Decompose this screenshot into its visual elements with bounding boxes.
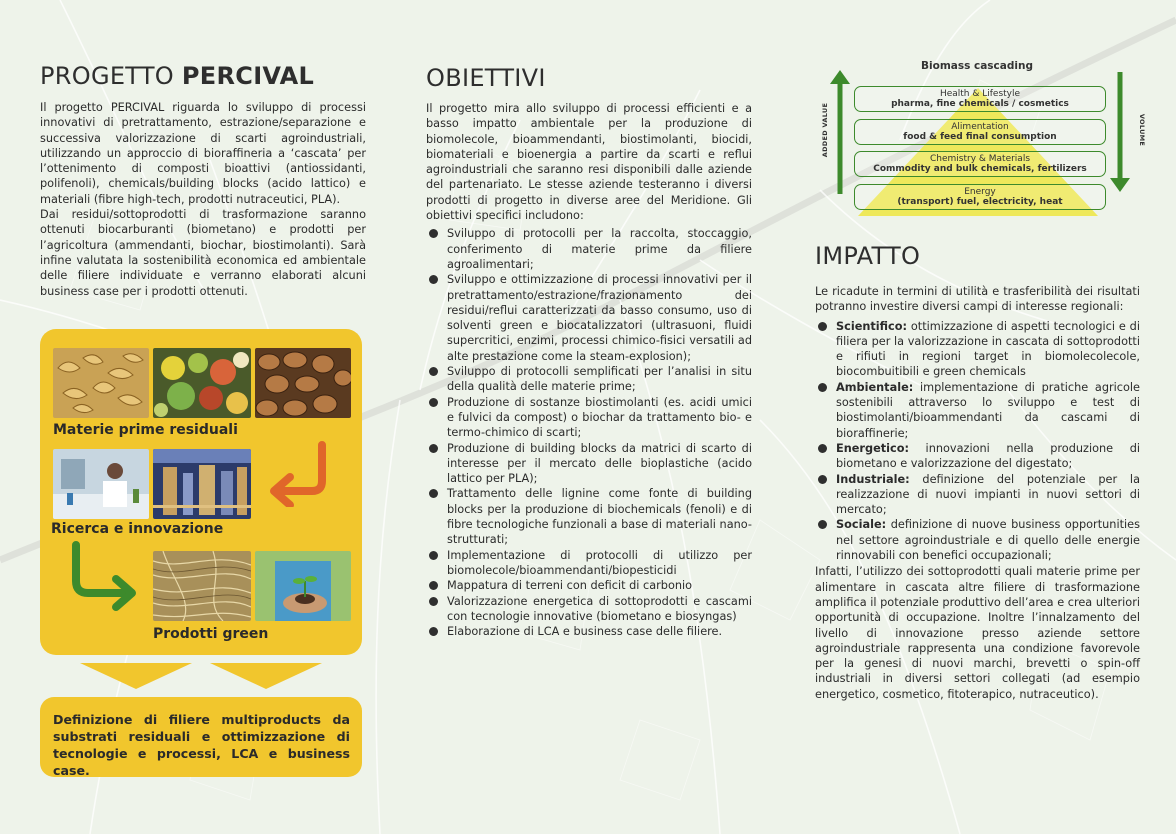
list-item: Sviluppo e ottimizzazione di processi innovativi per il pretrattamento/estrazione/frazionamento dei residui/reflui caratterizzati da basso consumo, uso di solventi green e biocatalizzatori (ultrasuoni, fluidi supercritici, enzimi, processi chimico-fisici versatili ad alte prestazione come la steam-explosion); (426, 272, 752, 364)
axis-volume: VOLUME (1138, 113, 1147, 147)
lab-researcher-photo (53, 449, 149, 519)
label-green-products: Prodotti green (153, 626, 269, 642)
straw-fibres-photo (153, 551, 251, 621)
list-item: Sociale: definizione di nuove business opportunities nel settore agroindustriale e di quello delle energie rinnovabili con benefici occupazionali; (815, 517, 1140, 563)
biomass-cascading-diagram (812, 58, 1147, 222)
list-item: Mappatura di terreni con deficit di carbonio (426, 578, 752, 593)
list-item: Sviluppo di protocolli per la raccolta, stoccaggio, conferimento di materie prime da filiere agroalimentari; (426, 226, 752, 272)
list-item: Produzione di building blocks da matrici di scarto di interesse per il mercato delle bioplastiche (acido lattico per PLA); (426, 441, 752, 487)
industrial-plant-photo (153, 449, 251, 519)
list-item: Industriale: definizione del potenziale per la realizzazione di nuovi impianti in nuovi settori di mercato; (815, 472, 1140, 518)
objectives-section (426, 64, 752, 639)
conclusion-box: Definizione di filiere multiproducts da substrati residuali e ottimizzazione di tecnologie e processi, LCA e business case. (40, 697, 362, 777)
impact-conclusion: Infatti, l’utilizzo dei sottoprodotti quali materie prime per alimentare in cascata altre filiere di trasformazione amplifica il potenziale produttivo dell’area e crea ulteriori opportunità di occupazione. Inoltre l’innalzamento del livello di innovazione presso aziende settore agroindustriale rappresenta una condizione favorevole per la genesi di nuovi marchi, brevetti o spin-off industriali in diversi settori collegati (ad esempio energetico, cosmetico, fitoterapico, nutraceutico). (815, 565, 1140, 701)
list-item: Valorizzazione energetica di sottoprodotti e cascami con tecnologie innovative (biometano e biosyngas) (426, 594, 752, 625)
list-item: Ambientale: implementazione di pratiche agricole sostenibili attraverso lo sviluppo e test di biostimolanti/bioammendanti da cascami di bioraffinerie; (815, 380, 1140, 441)
list-item: Elaborazione di LCA e business case delle filiere. (426, 624, 752, 639)
list-item: Energetico: innovazioni nella produzione di biometano e valorizzazione del digestato; (815, 441, 1140, 472)
project-description: Il progetto PERCIVAL riguarda lo sviluppo di processi innovativi di pretrattamento, estrazione/separazione e successiva valorizzazione di scarti agroindustriali, utilizzando un approccio di bioraffineria a ‘cascata’ per l’ottenimento di composti bioattivi (antiossidanti, polifenoli), chemicals/building blocks (acido lattico) e materiali (fibre high-tech, prodotti nutraceutici, PLA). (40, 101, 366, 206)
cascade-level-chemistry: Chemistry & Materials Commodity and bulk chemicals, fertilizers (854, 151, 1106, 177)
cascade-level-health: Health & Lifestyle pharma, fine chemicals / cosmetics (854, 86, 1106, 112)
process-panel (40, 329, 362, 655)
project-results: Dai residui/sottoprodotti di trasformazione saranno ottenuti biocarburanti (biometano) e prodotti per l’agricoltura (ammendanti, biochar, biostimolanti). Sarà infine valutata la sostenibilità economica ed ambientale delle filiere individuate e verranno elaborati alcuni business case per i prodotti ottenuti. (40, 208, 366, 298)
objectives-title: OBIETTIVI (426, 64, 546, 92)
orange-peels-photo (53, 348, 149, 418)
list-item: Implementazione di protocolli di utilizzo per biomolecole/bioammendanti/biopesticidi (426, 548, 752, 579)
objectives-intro: Il progetto mira allo sviluppo di processi efficienti e a basso impatto ambientale per la produzione di biomolecole, bioammendanti, biostimolanti, biocidi, biomateriali e bioenergia a partire da scarti e reflui agroindustriali che saranno resi disponibili dalle aziende del partenariato. Le stesse aziende testeranno i diversi prodotti di progetto in diverse aree del Meridione. Gli obiettivi specifici includono: (426, 102, 752, 223)
objectives-list (426, 226, 752, 639)
cascade-level-energy: Energy (transport) fuel, electricity, heat (854, 184, 1106, 210)
list-item: Trattamento delle lignine come fonte di building blocks per la produzione di biochemicals (fenoli) e di fibre tecnologiche funzionali a base di materiali nano-strutturati; (426, 486, 752, 547)
down-chevrons (80, 663, 342, 693)
seedling-photo (255, 551, 351, 621)
list-item: Sviluppo di protocolli semplificati per l’analisi in situ della qualità delle materie prime; (426, 364, 752, 395)
nut-shells-photo (255, 348, 351, 418)
axis-added-value: ADDED VALUE (821, 102, 830, 158)
project-section (40, 62, 366, 299)
impact-title: IMPATTO (815, 242, 921, 270)
return-arrow-icon (264, 441, 336, 507)
impact-intro: Le ricadute in termini di utilità e trasferibilità dei risultati potranno investire diversi campi di interesse regionali: (815, 285, 1140, 314)
diagram-title: Biomass cascading (921, 60, 1033, 72)
cascade-level-alimentation: Alimentation food & feed final consumption (854, 119, 1106, 145)
impact-section (815, 242, 1140, 702)
project-title: PROGETTO PERCIVAL (40, 62, 315, 90)
list-item: Produzione di sostanze biostimolanti (es. acidi umici e fulvici da compost) o biochar da trattamento bio- e termo-chimico di scarti; (426, 395, 752, 441)
impact-list (815, 319, 1140, 564)
list-item: Scientifico: ottimizzazione di aspetti tecnologici e di filiera per la valorizzazione in cascata di sottoprodotti e rifiuti in regioni target in biomolecolecole, biocombuitibili e green chemicals (815, 319, 1140, 380)
forward-arrow-icon (66, 541, 146, 611)
food-waste-photo (153, 348, 251, 418)
label-raw-materials: Materie prime residuali (53, 422, 238, 438)
label-research: Ricerca e innovazione (51, 521, 224, 537)
